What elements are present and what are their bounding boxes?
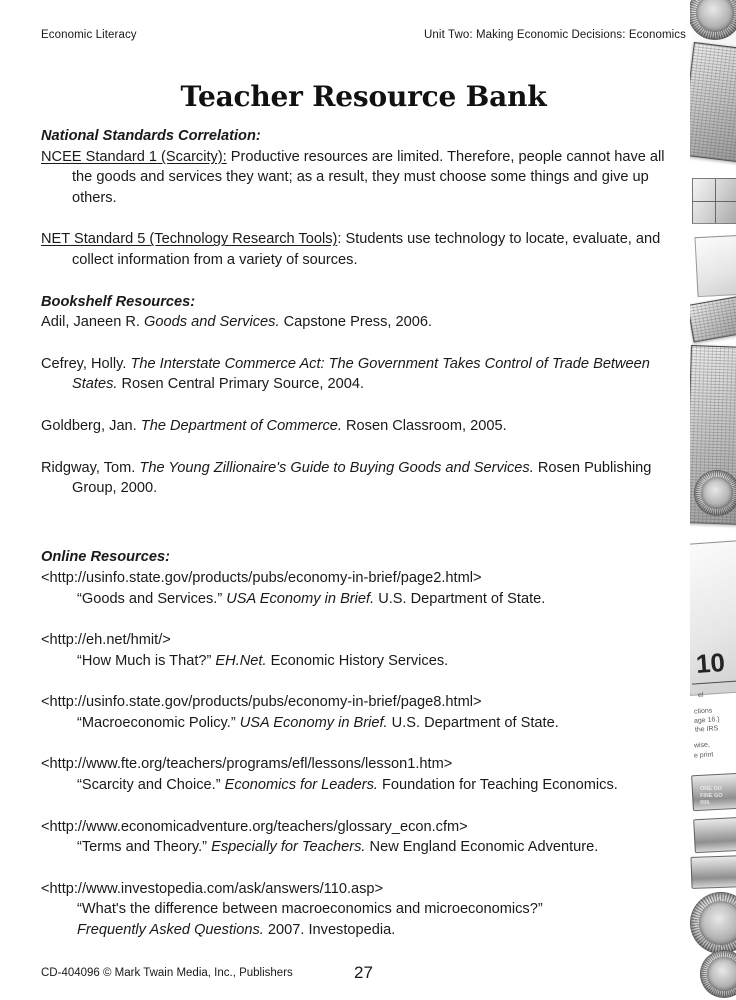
coin-image-bottom-2 <box>700 950 736 998</box>
book-title: The Department of Commerce. <box>140 417 342 434</box>
online-url[interactable]: <http://www.economicadventure.org/teachers/glossary_econ.cfm> <box>41 818 468 835</box>
coin-image-top <box>690 0 736 40</box>
gold-bar-image-3 <box>690 855 736 889</box>
gold-bar-text-3: 999. <box>700 800 711 806</box>
spacer <box>41 796 686 817</box>
coin-image-on-bill <box>694 470 736 516</box>
book-author: Adil, Janeen R. <box>41 314 145 331</box>
form-text-irs: the IRS <box>694 725 719 734</box>
form-text-age16: age 16.) <box>693 716 720 725</box>
spacer <box>41 671 686 692</box>
citation-article: “Goods and Services.” <box>77 590 227 607</box>
banknote-image-upper <box>690 42 736 162</box>
citation-article: “Macroeconomic Policy.” <box>77 714 240 731</box>
book-publisher: Rosen Publishing Group, 2000. <box>72 459 652 497</box>
folded-paper-image <box>692 178 736 224</box>
citation-publisher: Foundation for Teaching Economics. <box>377 777 618 794</box>
section-heading-bookshelf: Bookshelf Resources: <box>41 293 196 310</box>
online-citation <box>41 589 686 610</box>
section-heading-online: Online Resources: <box>41 549 170 566</box>
running-head-left: Economic Literacy <box>41 29 137 41</box>
online-url[interactable]: <http://www.investopedia.com/ask/answers/110.asp> <box>41 880 384 897</box>
standard-entry-ncee <box>41 147 686 209</box>
citation-article: “Scarcity and Choice.” <box>77 777 225 794</box>
form-big-number: 10 <box>694 647 726 679</box>
citation-article: “Terms and Theory.” <box>77 839 212 856</box>
book-publisher: Capstone Press, 2006. <box>279 314 433 331</box>
online-url[interactable]: <http://eh.net/hmit/> <box>41 632 171 649</box>
citation-source: EH.Net. <box>215 652 267 669</box>
online-citation <box>41 837 686 858</box>
section-heading-standards: National Standards Correlation: <box>41 128 261 144</box>
book-publisher: Rosen Central Primary Source, 2004. <box>117 376 365 393</box>
form-text-ctions: ctions <box>693 707 713 716</box>
banknote-image-middle <box>690 295 736 342</box>
online-url[interactable]: <http://usinfo.state.gov/products/pubs/economy-in-brief/page2.html> <box>41 569 482 586</box>
spacer <box>41 733 686 754</box>
citation-source: USA Economy in Brief. <box>226 590 375 607</box>
document-scrap-image <box>694 235 736 297</box>
online-entry <box>41 630 686 671</box>
spacer <box>41 527 686 548</box>
gold-bar-image-2 <box>693 817 736 854</box>
citation-source: Especially for Teachers. <box>211 839 366 856</box>
citation-publisher: 2007. Investopedia. <box>263 922 396 939</box>
citation-publisher: New England Economic Adventure. <box>365 839 599 856</box>
body-content <box>41 126 686 941</box>
online-citation <box>41 775 686 796</box>
book-entry <box>41 416 686 437</box>
coin-image-bottom <box>690 892 736 954</box>
footer-copyright: CD-404096 © Mark Twain Media, Inc., Publishers <box>41 967 293 979</box>
book-entry <box>41 354 686 395</box>
book-publisher: Rosen Classroom, 2005. <box>341 417 507 434</box>
citation-source: Economics for Leaders. <box>224 777 378 794</box>
book-title: Goods and Services. <box>144 314 280 331</box>
gold-bar-text-1: ONE OU <box>700 786 722 792</box>
standard-text-ncee: Productive resources are limited. Therefore, people cannot have all the goods and services they want; as a result, they must choose some things and give up others. <box>72 148 665 206</box>
form-text-wise: wise, <box>693 741 711 750</box>
online-citation <box>41 651 686 672</box>
citation-publisher: U.S. Department of State. <box>387 714 559 731</box>
photo-strip-background <box>690 0 736 1000</box>
citation-article: “What's the difference between macroeconomics and microeconomics?” <box>77 901 543 918</box>
online-entry <box>41 754 686 795</box>
form-text-el: el <box>697 691 704 700</box>
spacer <box>41 395 686 416</box>
online-entry <box>41 692 686 733</box>
standard-label-net: NET Standard 5 (Technology Research Tools) <box>41 231 338 248</box>
book-title: The Interstate Commerce Act: The Government Takes Control of Trade Between States. <box>72 355 650 393</box>
page-number: 27 <box>354 963 373 982</box>
citation-source: USA Economy in Brief. <box>239 714 388 731</box>
online-url[interactable]: <http://www.fte.org/teachers/programs/efl/lessons/lesson1.htm> <box>41 756 453 773</box>
spacer <box>41 437 686 458</box>
running-head-right: Unit Two: Making Economic Decisions: Economics <box>424 29 686 41</box>
spacer <box>41 499 686 527</box>
text-column <box>41 0 686 1000</box>
spacer <box>41 609 686 630</box>
money-photo-strip <box>690 0 736 1000</box>
book-author: Ridgway, Tom. <box>41 459 140 476</box>
spacer <box>41 271 686 292</box>
book-entry <box>41 312 686 333</box>
form-text-print: e print <box>693 751 714 760</box>
page-title: Teacher Resource Bank <box>180 80 547 113</box>
book-title: The Young Zillionaire's Guide to Buying Goods and Services. <box>139 459 534 476</box>
standard-label-ncee: NCEE Standard 1 (Scarcity): <box>41 148 227 165</box>
book-author: Cefrey, Holly. <box>41 355 131 372</box>
spacer <box>41 858 686 879</box>
gold-bar-text-2: FINE GO <box>700 793 723 799</box>
online-citation <box>41 899 686 940</box>
online-entry <box>41 879 686 941</box>
online-url[interactable]: <http://usinfo.state.gov/products/pubs/economy-in-brief/page8.html> <box>41 694 482 711</box>
standard-entry-net <box>41 229 686 270</box>
citation-line-2 <box>77 920 686 941</box>
citation-publisher: U.S. Department of State. <box>374 590 546 607</box>
book-entry <box>41 458 686 499</box>
spacer <box>41 208 686 229</box>
standard-text-net: : Students use technology to locate, evaluate, and collect information from a variety of sources. <box>72 231 661 268</box>
citation-article: “How Much is That?” <box>77 652 216 669</box>
online-entry <box>41 817 686 858</box>
spacer <box>41 333 686 354</box>
running-head <box>41 28 686 42</box>
book-author: Goldberg, Jan. <box>41 417 141 434</box>
citation-source: Frequently Asked Questions. <box>77 922 264 939</box>
online-citation <box>41 713 686 734</box>
citation-publisher: Economic History Services. <box>266 652 449 669</box>
online-entry <box>41 568 686 609</box>
